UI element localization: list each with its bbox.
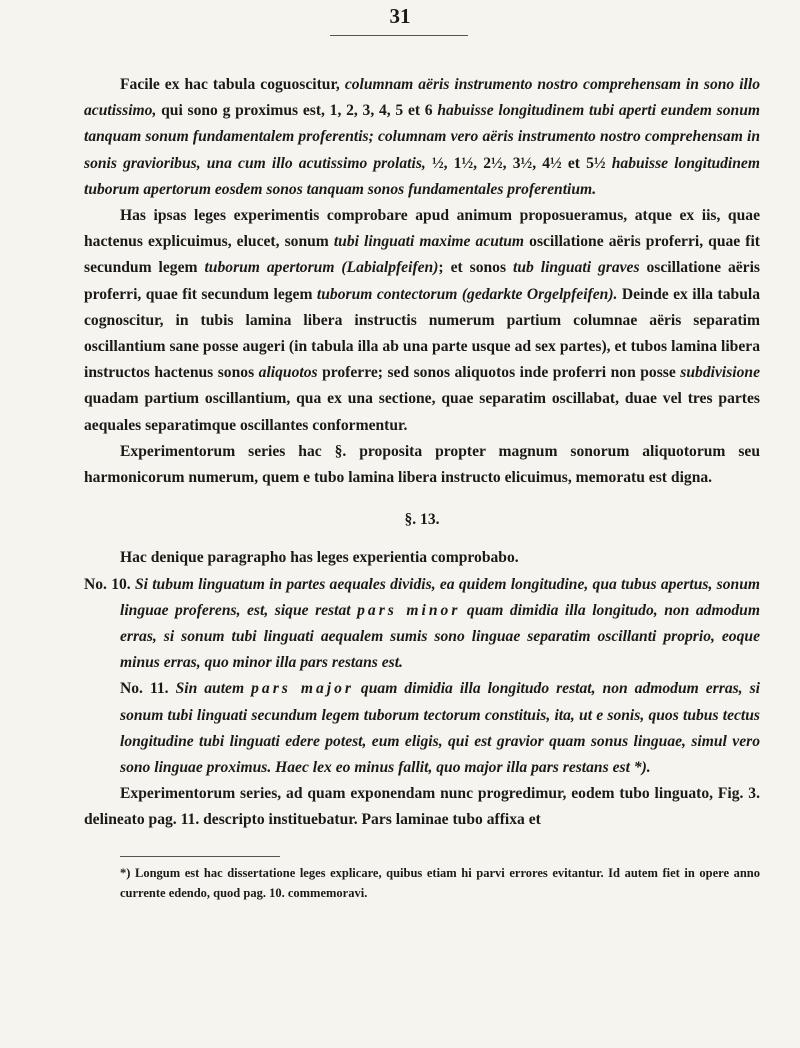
p2-italic-j: aliquotos [258,364,318,382]
p1-text-e: ½, 1½, 2½, 3½, 4½ et 5½ [425,154,612,172]
no10-label: No. 10. [84,575,131,593]
paragraph-4: Hac denique paragrapho has leges experientia comprobabo. [120,549,519,567]
p2-text-g: oscillatione aëris proferri, quae fit secundum legem [84,259,760,303]
p1-italic-d: habuisse longitudinem tubi aperti eundem sonum tanquam sonum fundamentalem proferentis; columnam vero aëris instrumento nostro comprehensam in sonis gravioribus, una cum illo acutissimo prolatis, [84,102,760,172]
no11-spaced-b: pars major [251,680,354,698]
rule-no-11 [84,676,760,781]
p2-text-k: proferre; sed sonos aliquotos inde proferri non posse [317,364,681,382]
rule-no-10 [84,572,760,677]
p2-italic-d: tuborum apertorum (Labialpfeifen) [204,259,439,277]
p2-italic-h: tuborum contectorum (gedarkte Orgelpfeifen). [316,285,618,303]
paragraph-1 [84,72,760,203]
no11-text-a: Sin autem [175,680,252,698]
p2-text-c: oscillatione aëris proferri, quae fit secundum legem [84,233,761,277]
p2-italic-l: subdivisione [680,364,760,382]
p2-text-m: quadam partium oscillantium, qua ex una sectione, quae separatim oscillabat, duae vel tres partes aequales separatimque oscillantes conformentur. [84,390,760,434]
header-rule [330,35,468,36]
paragraph-3: Experimentorum series hac §. proposita propter magnum sonorum aliquotorum seu harmonicorum numerum, quem e tubo lamina libera instructo elicuimus, memoratu est digna. [84,442,760,487]
p2-text-i: Deinde ex illa tabula cognoscitur, in tubis lamina libera instructis numerum partium columnae aëris separatim oscillantium sane posse augeri (in tabula illa ab una parte usque ad sex partes), et tubos lamina libera instructos hactenus sonos [84,285,761,382]
footnote: *) Longum est hac dissertatione leges explicare, quibus etiam hi parvi errores evitantur. Id autem fiet in opere anno currente edendo, quod pag. 10. commemoravi. [120,865,760,900]
no11-label: No. 11. [120,680,169,698]
body-text [84,72,760,903]
section-heading: §. 13. [404,511,440,529]
no10-text-c: quam dimidia illa longitudo, [460,601,658,619]
p2-text-a: Has ipsas leges experimentis comprobare apud animum proposueramus, atque ex iis, quae hactenus explicuimus, elucet, sonum [84,207,760,251]
p2-italic-f: tub linguati graves [513,259,640,277]
p1-text-c: qui sono g proximus est, 1, 2, 3, 4, 5 et 6 [156,102,438,120]
paragraph-2 [84,203,760,439]
page-number: 31 [389,4,411,28]
no10-spaced-b: pars minor [357,601,461,619]
no11-text-c: quam dimidia illa longitudo restat, non admodum erras, si sonum tubi linguati secundum legem tuborum tectorum constituis, ita, ut e sonis, quos tubus tectus longitudine tubi linguati edere potest, eum eligis, qui est gravior quam sonus linguae, simul vero sono linguae proximus. Haec lex eo minus fallit, quo major illa pars restans est *). [120,680,760,777]
p2-text-e: ; et sonos [438,259,513,277]
no10-text-a: Si tubum linguatum in partes aequales dividis, ea quidem longitudine, qua tubus apertus, sonum linguae proferens, est, sique restat [120,575,760,619]
no10-text-d: non admodum erras, si sonum tubi linguati aequalem sumis sono linguae separatim oscillanti proprio, eoque minus erras, quo minor illa pars restans est. [120,601,760,672]
p1-italic-f: habuisse longitudinem tuborum apertorum eosdem sonos tanquam sonos fundamentales proferentium. [84,154,760,198]
p1-text-a: Facile ex hac tabula coguoscitur, [120,76,345,93]
footnote-rule [120,856,280,857]
p2-italic-b: tubi linguati maxime acutum [333,233,525,251]
paragraph-5: Experimentorum series, ad quam exponendam nunc progredimur, eodem tubo linguato, Fig. 3. delineato pag. 11. descripto instituebatur. Pars laminae tubo affixa et [84,785,760,829]
p1-italic-b: columnam aëris instrumento nostro comprehensam in sono illo acutissimo, [84,76,760,120]
